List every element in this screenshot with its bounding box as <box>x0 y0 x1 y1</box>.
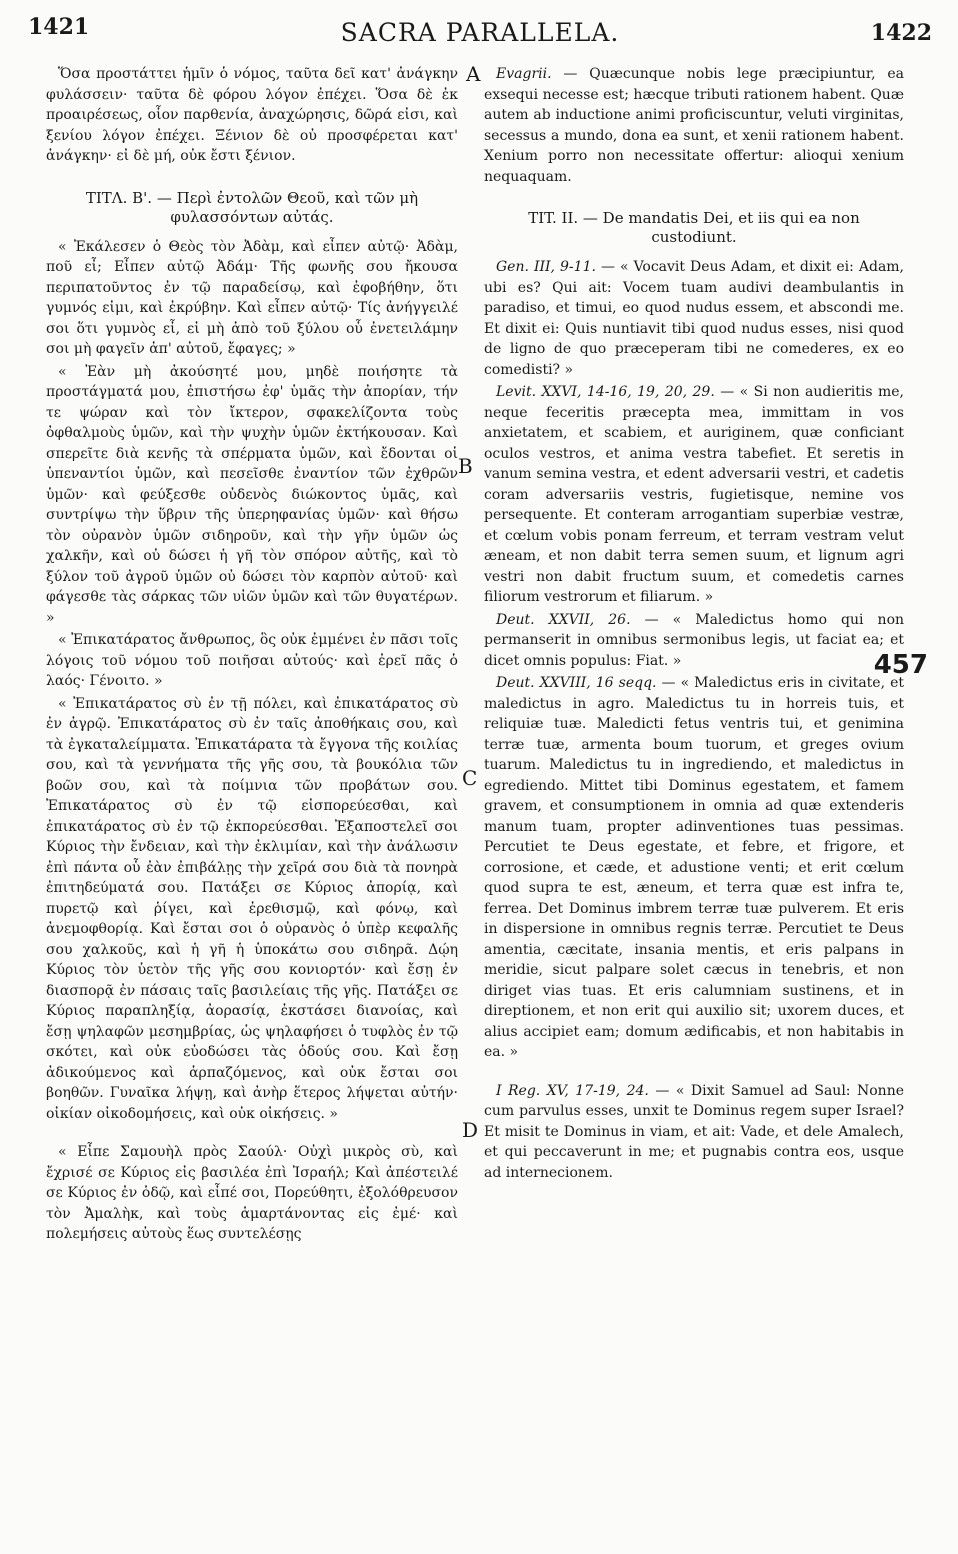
margin-page-number: 457 <box>873 650 928 680</box>
source-reference: Levit. XXVI, 14-16, 19, 20, 29. <box>496 384 715 400</box>
running-title: SACRA PARALLELA. <box>340 18 620 47</box>
greek-paragraph: « Ἐπικατάρατος σὺ ἐν τῇ πόλει, καὶ ἐπικατάρατος σὺ ἐν ἀγρῷ. Ἐπικατάρατος σὺ ἐν ταῖς ἀποθήκαις σου, καὶ τὰ ἐγκαταλείμματα. Ἐπικατάρατα τὰ ἔγγονα τῆς κοιλίας σου, καὶ τὰ γεννήματα τῆς γῆς σου, τὰ βουκόλια τῶν βοῶν σου, καὶ τὰ ποίμνια τῶν προβάτων σου. Ἐπικατάρατος σὺ ἐν τῷ εἰσπορεύεσθαι, καὶ ἐπικατάρατος σὺ ἐν τῷ ἐκπορεύεσθαι. Ἐξαποστελεῖ σοι Κύριος τὴν ἔνδειαν, καὶ τὴν ἐκλιμίαν, καὶ τὴν ἀνάλωσιν ἐπὶ πάντα οὗ ἐὰν ἐπιβάλῃς τὴν χεῖρά σου διὰ τὰ πονηρὰ ἐπιτηδεύματά σου. Πατάξει σε Κύριος ἀπορίᾳ, καὶ πυρετῷ καὶ ῥίγει, καὶ ἐρεθισμῷ, καὶ φόνῳ, καὶ ἀνεμοφθορίᾳ. Καὶ ἔσται σοι ὁ οὐρανὸς ὁ ὑπὲρ κεφαλῆς σου χαλκοῦς, καὶ ἡ γῆ ἡ ὑποκάτω σου σιδηρᾶ. Δῴη Κύριος τὸν ὑετὸν τῆς γῆς σου κονιορτόν· καὶ ἔσῃ ἐν διασπορᾷ ἐν πάσαις ταῖς βασιλείαις τῆς γῆς. Πατάξει σε Κύριος παραπληξίᾳ, ἀορασίᾳ, ἐκστάσει διανοίας, καὶ ἔσῃ ψηλαφῶν μεσημβρίας, ὡς ψηλαφήσει ὁ τυφλὸς ἐν τῷ σκότει, καὶ οὐκ εὐοδώσει τὰς ὁδούς σου. Καὶ ἔσῃ ἀδικούμενος καὶ ἁρπαζόμενος, καὶ οὐκ ἔσται σοι βοηθῶν. Γυναῖκα λήψῃ, καὶ ἀνὴρ ἕτερος λήψεται αὐτήν· οἰκίαν οἰκοδομήσεις, καὶ οὐκ οἰκήσεις. » <box>46 695 458 1122</box>
greek-paragraph: « Εἶπε Σαμουὴλ πρὸς Σαούλ· Οὐχὶ μικρὸς σὺ, καὶ ἔχρισέ σε Κύριος εἰς βασιλέα ἐπὶ Ἰσραήλ; Καὶ ἀπέστειλέ σε Κύριος ἐν ὁδῷ, καὶ εἶπέ σοι, Πορεύθητι, ἐξολόθρευσον τὸν Ἀμαλὴκ, καὶ τοὺς ἁμαρτάνοντας εἰς ἐμέ· καὶ πολεμήσεις αὐτοὺς ἕως συντελέσῃς <box>46 1144 458 1242</box>
latin-paragraph: — « Dixit Samuel ad Saul: Nonne cum parvulus esses, unxit te Dominus regem super Israel? Et misit te Dominus in viam, et ait: Vade, et dele Amalech, et qui peccaverunt in me; et pugnabis contra eos, usque ad internecionem. <box>484 1082 904 1181</box>
greek-paragraph: Ὅσα προστάττει ἡμῖν ὁ νόμος, ταῦτα δεῖ κατ' ἀνάγκην φυλάσσειν· ταῦτα δὲ φόρου λόγον ἐπέχει. Ὅσα δὲ ἐκ προαιρέσεως, οἷον παρθενία, ἀναχώρησις, δῶρά εἰσι, καὶ ξενίου λόγον ἐπέχει. Ξένιον δὲ οὐ προσφέρεται κατ' ἀνάγκην· εἰ δὲ μή, οὐκ ἔστι ξένιον. <box>46 66 458 164</box>
source-reference: Deut. XXVII, 26. <box>496 611 631 628</box>
latin-paragraph: — « Maledictus homo qui non permanserit in omnibus sermonibus legis, ut faciat ea; et dicet omnis populus: Fiat. » <box>484 611 904 669</box>
latin-paragraph: — « Vocavit Deus Adam, et dixit ei: Adam, ubi es? Qui ait: Vocem tuam audivi deambulantis in paradiso, et timui, eo quod nudus essem, et abscondi me. Et dixit ei: Quis nuntiavit tibi quod nudus esses, nisi quod de ligno de quo præceperam tibi ne comederes, ex eo comedisti? » <box>484 259 904 378</box>
latin-section-title: TIT. II. — De mandatis Dei, et iis qui ea non custodiunt. <box>528 209 860 246</box>
section-marker-c: C <box>462 766 478 790</box>
source-reference: Evagrii. <box>496 66 552 82</box>
greek-paragraph: « Ἐκάλεσεν ὁ Θεὸς τὸν Ἀδὰμ, καὶ εἶπεν αὐτῷ· Ἀδὰμ, ποῦ εἶ; Εἶπεν αὐτῷ Ἀδάμ· Τῆς φωνῆς σου ἤκουσα περιπατοῦντος ἐν τῷ παραδείσῳ, καὶ ἐφοβήθην, ὅτι γυμνός εἰμι, καὶ ἐκρύβην. Καὶ εἶπεν αὐτῷ· Τίς ἀνήγγειλέ σοι ὅτι γυμνὸς εἶ, εἰ μὴ ἀπὸ τοῦ ξύλου οὗ ἐνετειλάμην σοι μὴ φαγεῖν ἀπ' αὐτοῦ, ἔφαγες; » <box>46 238 458 357</box>
greek-paragraph: « Ἐπικατάρατος ἄνθρωπος, ὃς οὐκ ἐμμένει ἐν πᾶσι τοῖς λόγοις τοῦ νόμου τοῦ ποιῆσαι αὐτούς· καὶ ἐρεῖ πᾶς ὁ λαός· Γένοιτο. » <box>46 632 458 689</box>
greek-paragraph: « Ἐὰν μὴ ἀκούσητέ μου, μηδὲ ποιήσητε τὰ προστάγματά μου, ἐπιστήσω ἐφ' ὑμᾶς τὴν ἀπορίαν, τήν τε ψώραν καὶ τὸν ἴκτερον, σφακελίζοντα τοὺς ὀφθαλμοὺς ὑμῶν, καὶ τὴν ψυχὴν ὑμῶν ἐκτήκουσαν. Καὶ σπερεῖτε διὰ κενῆς τὰ σπέρματα ὑμῶν, καὶ ἔδονται οἱ ὑπεναντίοι ὑμῶν, καὶ πεσεῖσθε ἐναντίον τῶν ἐχθρῶν ὑμῶν· καὶ φεύξεσθε οὐδενὸς διώκοντος ὑμᾶς, καὶ συντρίψω τὴν ὕβριν τῆς ὑπερηφανίας ὑμῶν· καὶ θήσω τὸν οὐρανὸν ὑμῶν σιδηροῦν, καὶ τὴν γῆν ὑμῶν ὡς χαλκῆν, καὶ οὐ δώσει ἡ γῆ τὸν σπόρον αὐτῆς, καὶ τὸ ξύλον τοῦ ἀγροῦ ὑμῶν οὐ δώσει τὸν καρπὸν αὐτοῦ· καὶ φάγεσθε τὰς σάρκας τῶν υἱῶν ὑμῶν καὶ τῶν θυγατέρων. » <box>46 363 458 626</box>
page-header <box>28 14 932 54</box>
section-marker-b: B <box>458 454 473 478</box>
source-reference: Deut. XXVIII, 16 seqq. <box>496 675 657 691</box>
greek-column <box>46 64 458 1540</box>
section-marker-d: D <box>462 1118 479 1142</box>
latin-paragraph: — « Si non audieritis me, neque feceritis præcepta mea, immittam in vos anxietatem, et scabiem, et auriginem, quæ conficiant oculos vestros, et anima vestra tabefiet. Et seretis in vanum semina vestra, et edent adversarii vestri, et cadetis coram adversariis vestris, fugietisque, nemine vos persequente. Et conteram arrogantiam superbiæ vestræ, et cœlum vobis ponam ferreum, et terram vestram velut æneam, et non dabit terra semen suum, et lignum agri vestri non dabit fructum suum, et comedetis carnes filiorum vestrorum et filiarum. » <box>484 384 904 605</box>
section-marker-a: A <box>466 62 481 86</box>
greek-section-title: ΤΙΤΛ. Β'. — Περὶ ἐντολῶν Θεοῦ, καὶ τῶν μὴ φυλασσόντων αὐτάς. <box>85 188 419 226</box>
page-number-right: 1422 <box>870 20 932 46</box>
latin-paragraph: — « Maledictus eris in civitate, et maledictus in agro. Maledictus tu in horreis tuis, et reliquiæ tuæ. Maledicti fetus ventris tui, et genimina terræ tuæ, armenta boum tuorum, et greges ovium tuarum. Maledictus tu in ingrediendo, et maledictus in egrediendo. Mittet tibi Dominus egestatem, et famem gravem, et consumptionem in omnia ad quæ extenderis manum tuam, propter adinventiones tuas pessimas. Percutiet te Deus egestate, et febre, et frigore, et corrosione, et cæde, et adustione venti; et erit cœlum quod supra te est, æneum, et terra quæ est infra te, ferrea. Det Dominus imbrem terræ tuæ pulverem. Et eris in dispersione in omnibus regnis terræ. Percutiet te Deus amentia, cæcitate, insania mentis, et eris palpans in meridie, sicut palpare solet cæcus in tenebris, et non diriget vias tuas. Et eris calumniam sustinens, et in direptionem, et non erit qui auxilio sit; uxorem duces, et alius accipiet eam; domum ædificabis, et non habitabis in ea. » <box>484 675 904 1060</box>
latin-column <box>484 64 904 1540</box>
source-reference: Gen. III, 9-11. <box>496 259 596 275</box>
page-number-left: 1421 <box>28 14 90 40</box>
latin-paragraph: — Quæcunque nobis lege præcipiuntur, ea exsequi necesse est; hæcque tributi rationem habent. Quæ autem ab inductione animi proficiscuntur, veluti virginitas, secessus a mundo, dona ea sunt, et xenii rationem habent. Xenium porro non necessitate offertur: alioqui xenium nequaquam. <box>484 66 904 185</box>
source-reference: I Reg. XV, 17-19, 24. <box>496 1082 649 1099</box>
